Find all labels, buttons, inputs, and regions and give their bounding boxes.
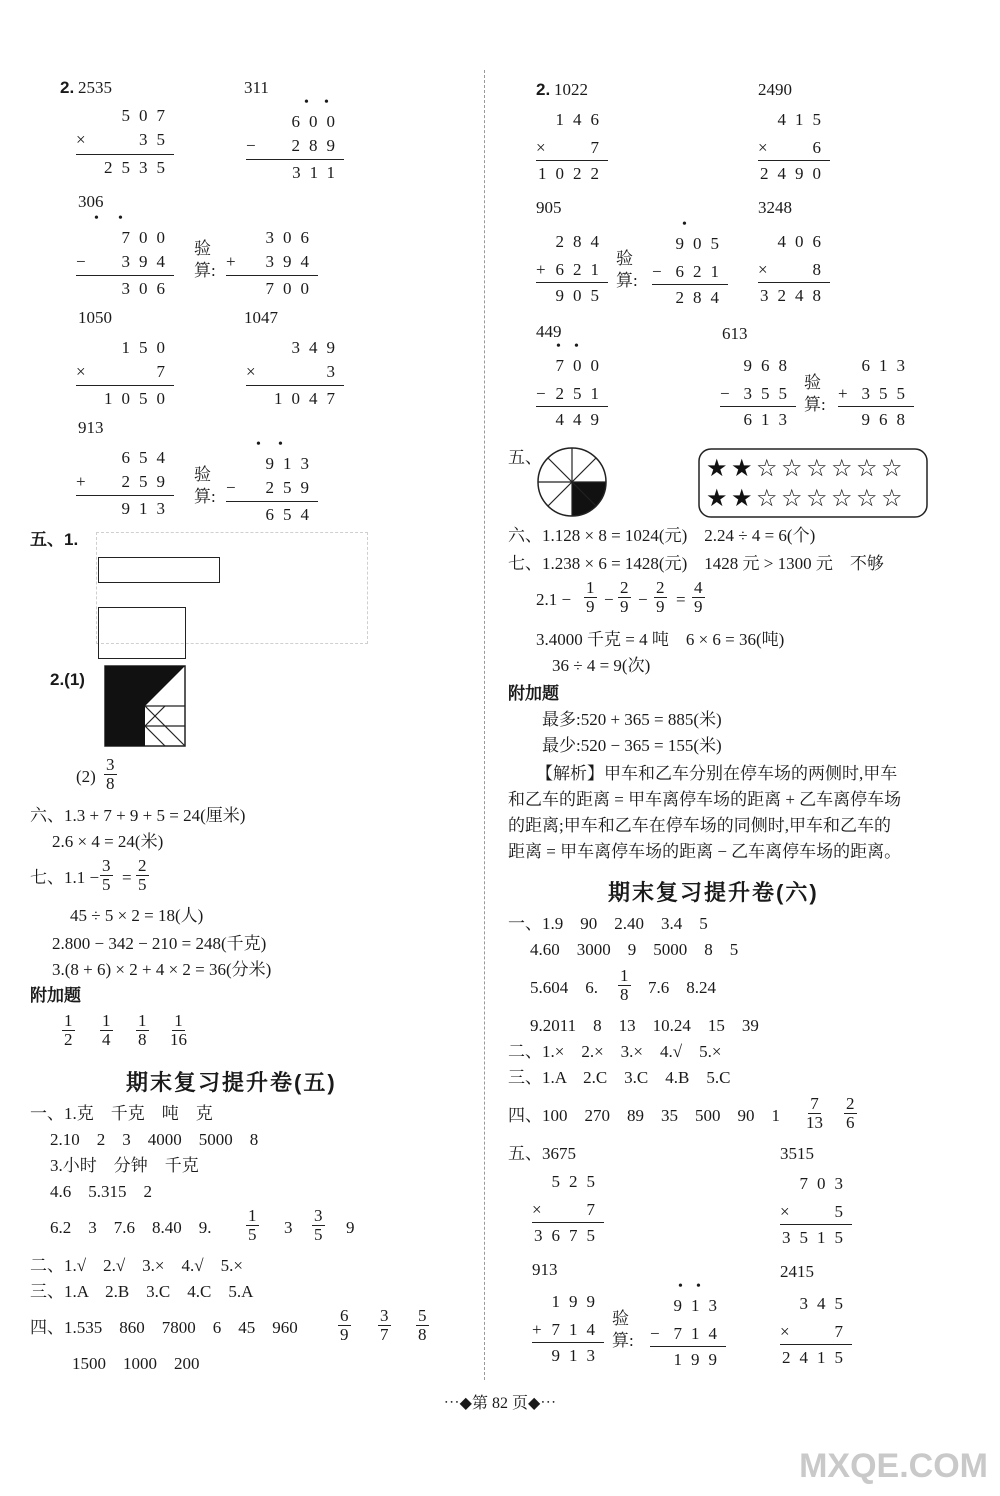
- r-7: 四、100 270 89 35 500 90 1: [508, 1106, 780, 1125]
- y-1: 一、1.克 千克 吨 克: [30, 1104, 213, 1123]
- fraction: $\frac{2}{9}$: [620, 578, 629, 616]
- vertical-addition: 654 + 259 913: [76, 448, 174, 518]
- vertical-subtraction: 968 − 355 613: [720, 356, 796, 429]
- r-1: 一、1.9 90 2.40 3.4 5: [508, 914, 708, 933]
- rectangle-shape: [98, 607, 186, 659]
- analysis-line: 距离 = 甲车离停车场的距离 − 乙车离停车场的距离。: [508, 842, 902, 861]
- r-8b: 3515: [780, 1144, 814, 1163]
- column-divider: [484, 70, 485, 1380]
- qi-1-label: 七、1.1 −: [30, 868, 100, 887]
- answer-2490: 2490: [758, 80, 792, 99]
- svg-text:☆: ☆: [831, 454, 853, 482]
- vertical-subtraction: • • 600 − 289 311: [246, 95, 344, 182]
- fraction: $\frac{3}{5}$: [102, 856, 111, 894]
- y-6b: 3: [284, 1218, 293, 1237]
- vertical-multiplication: 525 × 7 3675: [532, 1172, 604, 1245]
- vertical-multiplication: 703 × 5 3515: [780, 1174, 852, 1247]
- liu-2: 2.6 × 4 = 24(米): [52, 832, 164, 851]
- q2-label: 2.: [536, 80, 551, 99]
- svg-text:☆: ☆: [756, 454, 778, 482]
- equals-sign: =: [676, 590, 686, 609]
- shaded-square-figure: [104, 665, 186, 747]
- answer-311: 311: [244, 78, 269, 97]
- r-2: 4.60 3000 9 5000 8 5: [530, 940, 739, 959]
- y-3: 3.小时 分钟 千克: [50, 1156, 199, 1175]
- check-label: 验 算:: [194, 465, 216, 506]
- y-2: 2.10 2 3 4000 5000 8: [50, 1130, 259, 1149]
- watermark-logo: MXQE.COM: [799, 1447, 988, 1485]
- svg-text:☆: ☆: [881, 454, 903, 482]
- fraction: $\frac{1}{9}$: [586, 578, 595, 616]
- svg-text:★: ★: [731, 484, 753, 512]
- vertical-multiplication: 150 × 7 1050: [76, 338, 174, 408]
- r-4: 9.2011 8 13 10.24 15 39: [530, 1016, 759, 1035]
- vertical-subtraction: • • 700 − 394 306: [76, 211, 174, 298]
- vertical-multiplication: 349 × 3 1047: [246, 338, 344, 408]
- answer-306: 306: [78, 192, 104, 211]
- fraction: $\frac{1}{5}$: [248, 1206, 257, 1244]
- fraction: $\frac{1}{16}$: [170, 1011, 187, 1049]
- svg-text:★: ★: [731, 454, 753, 482]
- q2-part1-label: 2.(1): [50, 670, 85, 689]
- left-ornament: ⋯◆: [443, 1395, 472, 1412]
- right-ornament: ◆⋯: [528, 1395, 557, 1412]
- answer-449: 449: [536, 322, 562, 341]
- si-2: 1500 1000 200: [72, 1354, 200, 1373]
- fraction: $\frac{5}{8}$: [418, 1306, 427, 1344]
- check-label: 验 算:: [194, 239, 216, 280]
- r-liu: 六、1.128 × 8 = 1024(元) 2.24 ÷ 4 = 6(个): [508, 526, 816, 545]
- fraction: $\frac{1}{4}$: [102, 1011, 111, 1049]
- svg-text:☆: ☆: [881, 484, 903, 512]
- svg-text:★: ★: [706, 454, 728, 482]
- stars-figure: [698, 448, 928, 518]
- fujia-1: 最多:520 + 365 = 885(米): [542, 710, 722, 729]
- answer-1022: 1022: [554, 80, 588, 99]
- svg-text:☆: ☆: [856, 484, 878, 512]
- fraction: $\frac{1}{2}$: [64, 1011, 73, 1049]
- r-5: 二、1.× 2.× 3.× 4.√ 5.×: [508, 1042, 722, 1061]
- vertical-addition: 199 + 714 913: [532, 1292, 604, 1365]
- fraction: $\frac{4}{9}$: [694, 578, 703, 616]
- vertical-addition: 613 + 355 968: [838, 356, 914, 429]
- analysis-line: 和乙车的距离 = 甲车离停车场的距离 + 乙车离停车场: [508, 790, 902, 809]
- rectangle-shape: [98, 557, 220, 583]
- answer-913: 913: [78, 418, 104, 437]
- analysis-line: 的距离;甲车和乙车在停车场的同侧时,甲车和乙车的: [508, 816, 891, 835]
- q2-label: 2.: [60, 78, 75, 97]
- qi-3: 3.(8 + 6) × 2 + 4 × 2 = 36(分米): [52, 960, 272, 979]
- section-wu-label: 五、1.: [30, 530, 79, 549]
- r-3: 5.604 6.: [530, 978, 598, 997]
- page-number: ⋯◆第 82 页◆⋯: [443, 1395, 557, 1412]
- r-8a: 五、3675: [508, 1144, 576, 1163]
- vertical-addition: 284 + 621 905: [536, 232, 608, 305]
- fraction: $\frac{2}{9}$: [656, 578, 665, 616]
- svg-text:★: ★: [706, 484, 728, 512]
- y-4: 4.6 5.315 2: [50, 1182, 152, 1201]
- q2-part2-label: (2): [76, 767, 96, 786]
- r-qi-2: 2.1 −: [536, 590, 572, 609]
- fujia-heading: 附加题: [30, 986, 81, 1005]
- fraction: $\frac{7}{13}$: [806, 1094, 823, 1132]
- si-1: 四、1.535 860 7800 6 45 960: [30, 1318, 298, 1337]
- answer-1050: 1050: [78, 308, 112, 327]
- vertical-addition: 306 + 394 700: [226, 228, 318, 298]
- er: 二、1.√ 2.√ 3.× 4.√ 5.×: [30, 1256, 243, 1275]
- svg-text:☆: ☆: [781, 484, 803, 512]
- section-title-5: 期末复习提升卷(五): [126, 1070, 337, 1095]
- vertical-subtraction: • 905 − 621 284: [652, 217, 728, 307]
- minus-sign: −: [604, 590, 614, 609]
- fraction: $\frac{1}{8}$: [620, 966, 629, 1004]
- fraction: $\frac{2}{6}$: [846, 1094, 855, 1132]
- svg-text:☆: ☆: [856, 454, 878, 482]
- fraction: $\frac{3}{7}$: [380, 1306, 389, 1344]
- fraction: $\frac{1}{8}$: [138, 1011, 147, 1049]
- qi-1-b: 45 ÷ 5 × 2 = 18(人): [70, 906, 204, 925]
- pie-circle-figure: [536, 446, 608, 518]
- vertical-subtraction: • • 913 − 259 654: [226, 437, 318, 524]
- svg-text:☆: ☆: [806, 454, 828, 482]
- vertical-multiplication: 507 × 35 2535: [76, 106, 174, 177]
- fraction: $\frac{3}{8}$: [106, 755, 115, 793]
- fujia-heading: 附加题: [508, 684, 559, 703]
- y-6: 6.2 3 7.6 8.40 9.: [50, 1218, 212, 1237]
- r-qi-3a: 3.4000 千克 = 4 吨 6 × 6 = 36(吨): [536, 630, 785, 649]
- r-qi-1: 七、1.238 × 6 = 1428(元) 1428 元 > 1300 元 不够: [508, 554, 884, 573]
- vertical-multiplication: 146 × 7 1022: [536, 110, 608, 183]
- vertical-multiplication: 345 × 7 2415: [780, 1294, 852, 1367]
- svg-text:☆: ☆: [831, 484, 853, 512]
- svg-text:☆: ☆: [806, 484, 828, 512]
- section-title-6: 期末复习提升卷(六): [608, 880, 819, 905]
- fraction: $\frac{3}{5}$: [314, 1206, 323, 1244]
- liu-1: 六、1.3 + 7 + 9 + 5 = 24(厘米): [30, 806, 246, 825]
- fraction: $\frac{2}{5}$: [138, 856, 147, 894]
- minus-sign: −: [638, 590, 648, 609]
- r-qi-3b: 36 ÷ 4 = 9(次): [552, 656, 651, 675]
- san: 三、1.A 2.B 3.C 4.C 5.A: [30, 1282, 254, 1301]
- check-label: 验 算:: [612, 1309, 634, 1350]
- svg-text:☆: ☆: [781, 454, 803, 482]
- equals-sign: =: [122, 868, 132, 887]
- check-label: 验 算:: [616, 249, 638, 290]
- answer-613: 613: [722, 324, 748, 343]
- r-9b: 2415: [780, 1262, 814, 1281]
- r-9a: 913: [532, 1260, 558, 1279]
- r-6: 三、1.A 2.C 3.C 4.B 5.C: [508, 1068, 731, 1087]
- answer-2535: 2535: [78, 78, 112, 97]
- analysis-line: 【解析】甲车和乙车分别在停车场的两侧时,甲车: [536, 764, 898, 783]
- answer-905: 905: [536, 198, 562, 217]
- vertical-multiplication: 415 × 6 2490: [758, 110, 830, 183]
- fraction: $\frac{6}{9}$: [340, 1306, 349, 1344]
- r-3b: 7.6 8.24: [648, 978, 716, 997]
- answer-1047: 1047: [244, 308, 278, 327]
- svg-text:☆: ☆: [756, 484, 778, 512]
- fujia-2: 最少:520 − 365 = 155(米): [542, 736, 722, 755]
- qi-2: 2.800 − 342 − 210 = 248(千克): [52, 934, 267, 953]
- vertical-multiplication: 406 × 8 3248: [758, 232, 830, 305]
- y-6c: 9: [346, 1218, 355, 1237]
- vertical-subtraction: • • 700 − 251 449: [536, 339, 608, 429]
- section-wu-label: 五、: [508, 448, 542, 467]
- vertical-subtraction: • • 913 − 714 199: [650, 1279, 726, 1369]
- check-label: 验 算:: [804, 373, 826, 414]
- answer-3248: 3248: [758, 198, 792, 217]
